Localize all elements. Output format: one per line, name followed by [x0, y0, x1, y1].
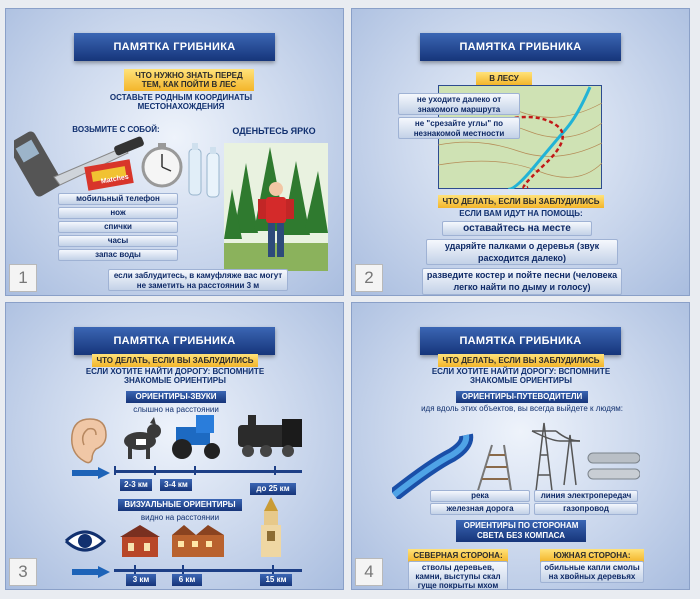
slide-4[interactable] — [351, 302, 690, 590]
river-icon — [394, 435, 466, 495]
south-heading: ЮЖНАЯ СТОРОНА: — [540, 549, 644, 562]
take-heading: ВОЗЬМИТЕ С СОБОЙ: — [72, 125, 160, 134]
south-text: обильные капли смолы на хвойных деревьях — [540, 561, 644, 583]
house-icon — [118, 523, 162, 559]
eye-icon — [64, 525, 106, 557]
tip-shortcuts: не "срезайте углы" по незнакомой местности — [398, 117, 520, 139]
guides-sub: идя вдоль этих объектов, вы всегда выйдете к людям: — [421, 404, 623, 413]
subtitle-badge: ЧТО НУЖНО ЗНАТЬ ПЕРЕД ТЕМ, КАК ПОЙТИ В ЛЕС — [124, 69, 254, 91]
pipeline-icon — [588, 453, 640, 479]
item-knife: нож — [58, 207, 178, 219]
visual-distance-factory: 6 км — [172, 574, 202, 586]
slide-1[interactable] — [5, 8, 344, 296]
action-knock: ударяйте палками о деревья (звук расходится далеко) — [426, 239, 618, 265]
lost-heading: ЧТО ДЕЛАТЬ, ЕСЛИ ВЫ ЗАБЛУДИЛИСЬ — [438, 354, 604, 367]
lost-heading: ЧТО ДЕЛАТЬ, ЕСЛИ ВЫ ЗАБЛУДИЛИСЬ — [438, 195, 604, 208]
arrow-icon — [72, 466, 112, 484]
guides-heading: ОРИЕНТИРЫ-ПУТЕВОДИТЕЛИ — [456, 391, 588, 403]
guide-power-line: линия электропередач — [534, 490, 638, 502]
guide-pipeline: газопровод — [534, 503, 638, 515]
find-way-text: ЕСЛИ ХОТИТЕ НАЙТИ ДОРОГУ: ВСПОМНИТЕ ЗНАКОМЫЕ ОРИЕНТИРЫ — [85, 367, 265, 385]
visual-distance-tower: 15 км — [260, 574, 292, 586]
visual-distance-house: 3 км — [126, 574, 156, 586]
guides-illustration — [392, 415, 640, 499]
slide-number: 4 — [355, 558, 383, 586]
item-phone: мобильный телефон — [58, 193, 178, 205]
guide-railway: железная дорога — [430, 503, 530, 515]
item-water: запас воды — [58, 249, 178, 261]
slide-3[interactable] — [5, 302, 344, 590]
water-bottle-icon — [189, 143, 219, 197]
item-matches: спички — [58, 221, 178, 233]
slide-title: ПАМЯТКА ГРИБНИКА — [420, 327, 621, 355]
compass-heading: ОРИЕНТИРЫ ПО СТОРОНАМ СВЕТА БЕЗ КОМПАСА — [456, 520, 586, 542]
power-line-icon — [532, 423, 580, 491]
lost-heading: ЧТО ДЕЛАТЬ, ЕСЛИ ВЫ ЗАБЛУДИЛИСЬ — [92, 354, 258, 367]
axis-tick — [272, 565, 274, 574]
advice-text: ОСТАВЬТЕ РОДНЫМ КООРДИНАТЫ МЕСТОНАХОЖДЕНИЯ — [109, 93, 253, 111]
axis-tick — [194, 466, 196, 475]
axis-tick — [274, 466, 276, 475]
axis-tick — [114, 466, 116, 475]
action-fire: разведите костер и пойте песни (человека легко найти по дыму и голосу) — [422, 268, 622, 295]
slide-number: 3 — [9, 558, 37, 586]
sound-heading: ОРИЕНТИРЫ-ЗВУКИ — [126, 391, 226, 403]
factory-icon — [170, 519, 226, 559]
slide-title: ПАМЯТКА ГРИБНИКА — [420, 33, 621, 61]
sound-distance-dog: 2-3 км — [120, 479, 152, 491]
sound-distance-tractor: 3-4 км — [160, 479, 192, 491]
camouflage-warning: если заблудитесь, в камуфляже вас могут не заметить на расстоянии 3 м — [108, 269, 288, 291]
help-heading: ЕСЛИ ВАМ ИДУТ НА ПОМОЩЬ: — [459, 209, 583, 218]
phone-icon — [14, 130, 63, 199]
axis-tick — [134, 565, 136, 574]
bell-tower-icon — [256, 497, 286, 559]
guide-river: река — [430, 490, 530, 502]
slide-2[interactable] — [351, 8, 690, 296]
slide-number: 2 — [355, 264, 383, 292]
north-text: стволы деревьев, камни, выступы скал гуще покрыты мхом — [408, 561, 508, 590]
slide-title: ПАМЯТКА ГРИБНИКА — [74, 33, 275, 61]
sound-sub: слышно на расстоянии — [133, 405, 219, 414]
tip-route: не уходите далеко от знакомого маршрута — [398, 93, 520, 115]
sound-distance-train: до 25 км — [250, 483, 296, 495]
slide-title: ПАМЯТКА ГРИБНИКА — [74, 327, 275, 355]
watch-icon — [143, 143, 181, 186]
forest-person-illustration — [224, 143, 328, 271]
item-watch: часы — [58, 235, 178, 247]
axis-tick — [182, 565, 184, 574]
find-way-text: ЕСЛИ ХОТИТЕ НАЙТИ ДОРОГУ: ВСПОМНИТЕ ЗНАКОМЫЕ ОРИЕНТИРЫ — [431, 367, 611, 385]
axis-tick — [154, 466, 156, 475]
visual-heading: ВИЗУАЛЬНЫЕ ОРИЕНТИРЫ — [118, 499, 242, 511]
north-heading: СЕВЕРНАЯ СТОРОНА: — [408, 549, 508, 562]
train-icon — [234, 411, 306, 461]
tractor-icon — [166, 413, 226, 461]
visual-sub: видно на расстоянии — [140, 513, 220, 522]
action-stay: оставайтесь на месте — [442, 221, 592, 236]
matches-label: Matches — [100, 173, 130, 186]
arrow-icon — [72, 565, 112, 583]
slide-number: 1 — [9, 264, 37, 292]
dog-icon — [114, 417, 162, 461]
in-forest-badge: В ЛЕСУ — [476, 72, 532, 85]
dress-heading: ОДЕНЬТЕСЬ ЯРКО — [232, 126, 316, 136]
